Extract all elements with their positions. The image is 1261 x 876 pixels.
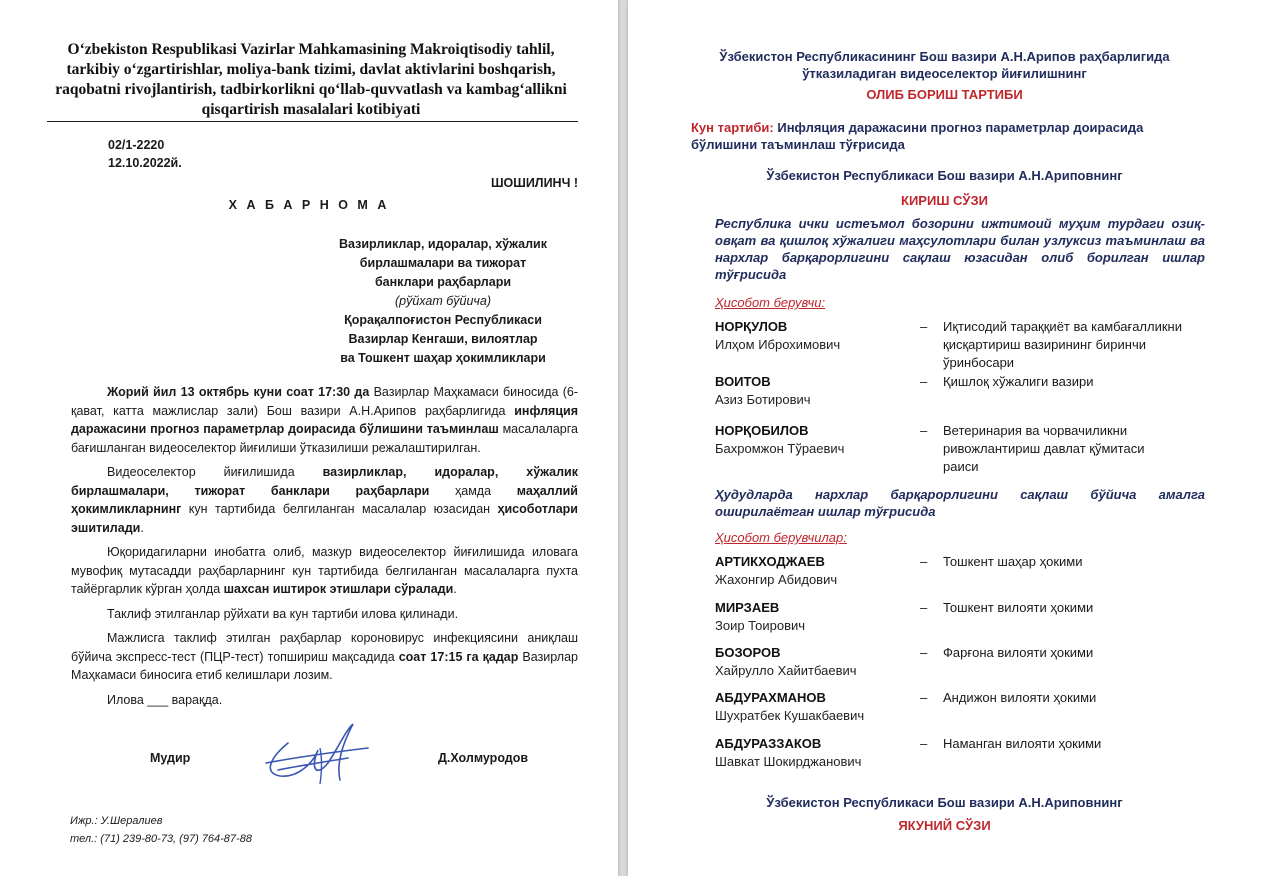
agenda-heading: Ўзбекистон Республикасининг Бош вазири А.Н.Арипов раҳбарлигида ўтказиладиган видеоселектор йиғилишнинг	[719, 49, 1170, 81]
agenda-page	[628, 0, 1261, 876]
registration-date: 12.10.2022й.	[108, 156, 182, 170]
speaker-position: Тошкент вилояти ҳокими	[943, 600, 1094, 615]
speaker-entry	[715, 422, 1215, 474]
agenda-text: Инфляция даражасини прогноз параметрлар доирасида бўлишини таъминлаш тўғрисида	[691, 120, 1144, 152]
handwritten-signature	[258, 718, 378, 788]
agenda-item	[691, 119, 1205, 153]
closing-title: ЯКУНИЙ СЎЗИ	[898, 818, 991, 833]
speaker-entry	[715, 318, 1215, 370]
signer-role: Мудир	[150, 751, 191, 765]
order-title: ОЛИБ БОРИШ ТАРТИБИ	[866, 87, 1023, 102]
speaker-entry	[715, 644, 1215, 680]
paragraph-1	[71, 383, 578, 457]
addressee-note: (рўйхат бўйича)	[394, 294, 492, 308]
reporter-label: Ҳисобот берувчи:	[715, 295, 826, 310]
bold-text: Жорий йил 13 октябрь куни соат 17:30 да	[107, 385, 370, 399]
document-title: Х А Б А Р Н О М А	[228, 198, 390, 212]
topic-2: Ҳудудларда нархлар барқарорлигини сақлаш бўйича амалга оширилаётган ишлар тўғрисида	[715, 487, 1205, 519]
bold-text: вазирликлар, идоралар, хўжалик бирлашмалари, тижорат банклари раҳбарлари	[71, 465, 578, 498]
speaker-name: Шавкат Шокирджанович	[715, 754, 862, 769]
addressee-line: банклари раҳбарлари	[374, 275, 512, 289]
text: кун тартибида белгиланган масалалар юзасидан	[181, 502, 498, 516]
text: масалаларга бағишланган видеоселектор йиғилиши ўтказилиши режалаштирилган.	[71, 422, 578, 455]
speaker-surname: НОРҚУЛОВ	[715, 319, 788, 334]
agenda-label: Кун тартиби:	[691, 120, 774, 135]
closing-speaker: Ўзбекистон Республикаси Бош вазири А.Н.Ариповнинг	[766, 795, 1123, 810]
speaker-name: Зоир Тоирович	[715, 618, 806, 633]
speaker-position: Тошкент шаҳар ҳокими	[943, 554, 1083, 569]
speaker-name: Шухратбек Кушакбаевич	[715, 708, 865, 723]
paragraph-2	[71, 463, 578, 537]
text: Вазирлар Маҳкамаси биносига етиб келишлари лозим.	[71, 649, 579, 682]
paragraph-5	[71, 629, 578, 685]
text: Мажлисга таклиф этилган раҳбарлар короновирус инфекциясини аниқлаш бўйича экспресс-тест (ПЦР-тест) топшириш мақсадида	[71, 631, 578, 664]
text: .	[140, 520, 144, 535]
speaker-position: Фарғона вилояти ҳокими	[943, 645, 1094, 660]
header-divider	[47, 121, 578, 122]
dash: –	[920, 645, 928, 660]
speaker-surname: АБДУРАХМАНОВ	[715, 690, 826, 705]
opening-speaker: Ўзбекистон Республикаси Бош вазири А.Н.Ариповнинг	[766, 168, 1123, 183]
speaker-surname: МИРЗАЕВ	[715, 600, 780, 615]
speaker-entry	[715, 689, 1215, 725]
letterhead: O‘zbekiston Respublikasi Vazirlar Mahkamasining Makroiqtisodiy tahlil, tarkibiy o‘zgartirishlar, moliya-bank tizimi, davlat aktivlarini boshqarish, raqobatni rivojlantirish, tadbirkorlikni qo‘llab-quvvatlash va kambag‘allikni qisqartirish masalalari kotibiyati	[55, 41, 567, 118]
executor-phone: тел.: (71) 239-80-73, (97) 764-87-88	[70, 833, 252, 845]
dash: –	[920, 319, 928, 334]
dash: –	[920, 423, 928, 438]
bold-text: соат 17:15 га қадар	[398, 649, 519, 664]
dash: –	[920, 374, 928, 389]
speaker-surname: ВОИТОВ	[715, 374, 771, 389]
speaker-entry	[715, 599, 1215, 635]
bold-text: шахсан иштирок этишлари сўралади	[223, 582, 454, 596]
paragraph-4: Таклиф этилганлар рўйхати ва кун тартиби илова қилинади.	[107, 606, 459, 621]
paragraph-6: Илова ___ варақда.	[107, 692, 223, 707]
letter-body	[71, 383, 578, 715]
speaker-name: Хайрулло Хайитбаевич	[715, 663, 857, 678]
speaker-entry	[715, 735, 1215, 771]
reporters-label: Ҳисобот берувчилар:	[715, 530, 847, 545]
executor-name: Ижр.: У.Шералиев	[70, 815, 163, 827]
text: ҳамда	[429, 483, 517, 498]
urgent-mark: ШОШИЛИНЧ !	[490, 176, 578, 190]
speaker-position: Андижон вилояти ҳокими	[943, 690, 1097, 705]
speaker-entry	[715, 553, 1215, 589]
opening-title: КИРИШ СЎЗИ	[901, 193, 988, 208]
speaker-position: Ветеринария ва чорвачиликни ривожлантириш давлат қўмитаси раиси	[943, 423, 1145, 474]
text: Вазирлар Маҳкамаси биносида (6-қават, катта мажлислар зали) Бош вазири А.Н.Арипов раҳбарлигида	[71, 385, 578, 418]
dash: –	[920, 736, 928, 751]
addressee-line: Вазирлар Кенгаши, вилоятлар	[348, 332, 538, 346]
addressee-line: Қорақалпоғистон Республикаси	[344, 313, 542, 327]
speaker-surname: НОРҚОБИЛОВ	[715, 423, 809, 438]
paragraph-3	[71, 543, 578, 599]
speaker-name: Азиз Ботирович	[715, 392, 811, 407]
addressee-line: ва Тошкент шаҳар ҳокимликлари	[340, 351, 546, 365]
speaker-name: Илҳом Иброхимович	[715, 337, 841, 352]
bold-text: ҳисоботлари эшитилади	[71, 502, 578, 535]
addressee-line: бирлашмалари ва тижорат	[359, 256, 527, 270]
speaker-position: Қишлоқ хўжалиги вазири	[943, 374, 1094, 389]
text: Юқоридагиларни инобатга олиб, мазкур видеоселектор йиғилишида иловага мувофиқ мутасадди раҳбарларнинг кун тартибида белгиланган масалаларга пухта тайёргарлик кўрган ҳолда	[71, 545, 578, 596]
topic-1: Республика ички истеъмол бозорини ижтимоий муҳим турдаги озиқ-овқат ва қишлоқ хўжалиги маҳсулотлари билан узлуксиз таъминлаш ва нархлар барқарорлигини сақлаш юзасидан олиб борилган ишлар тўғрисида	[715, 216, 1205, 282]
bold-text: инфляция даражасини прогноз параметрлар доирасида бўлишини таъминлаш	[71, 403, 578, 436]
signer-name: Д.Холмуродов	[438, 751, 529, 765]
speaker-position: Иқтисодий тараққиёт ва камбағалликни қисқартириш вазирининг биринчи ўринбосари	[943, 319, 1182, 370]
speaker-entry	[715, 373, 1215, 409]
text: .	[453, 582, 457, 596]
speaker-surname: БОЗОРОВ	[715, 645, 781, 660]
dash: –	[920, 690, 928, 705]
text: Видеоселектор йиғилишида	[107, 465, 323, 479]
speaker-name: Жахонгир Абидович	[715, 572, 838, 587]
addressee-line: Вазирликлар, идоралар, хўжалик	[339, 237, 547, 251]
notification-letter-page	[0, 0, 618, 876]
dash: –	[920, 554, 928, 569]
speaker-position: Наманган вилояти ҳокими	[943, 736, 1102, 751]
speaker-surname: АРТИКХОДЖАЕВ	[715, 554, 825, 569]
registration-number: 02/1-2220	[108, 138, 165, 152]
dash: –	[920, 600, 928, 615]
speaker-surname: АБДУРАЗЗАКОВ	[715, 736, 822, 751]
bold-text: маҳаллий ҳокимликларнинг	[71, 483, 578, 516]
addressee-block	[330, 235, 556, 368]
speaker-name: Бахромжон Тўраевич	[715, 441, 845, 456]
executor-info	[70, 812, 252, 848]
